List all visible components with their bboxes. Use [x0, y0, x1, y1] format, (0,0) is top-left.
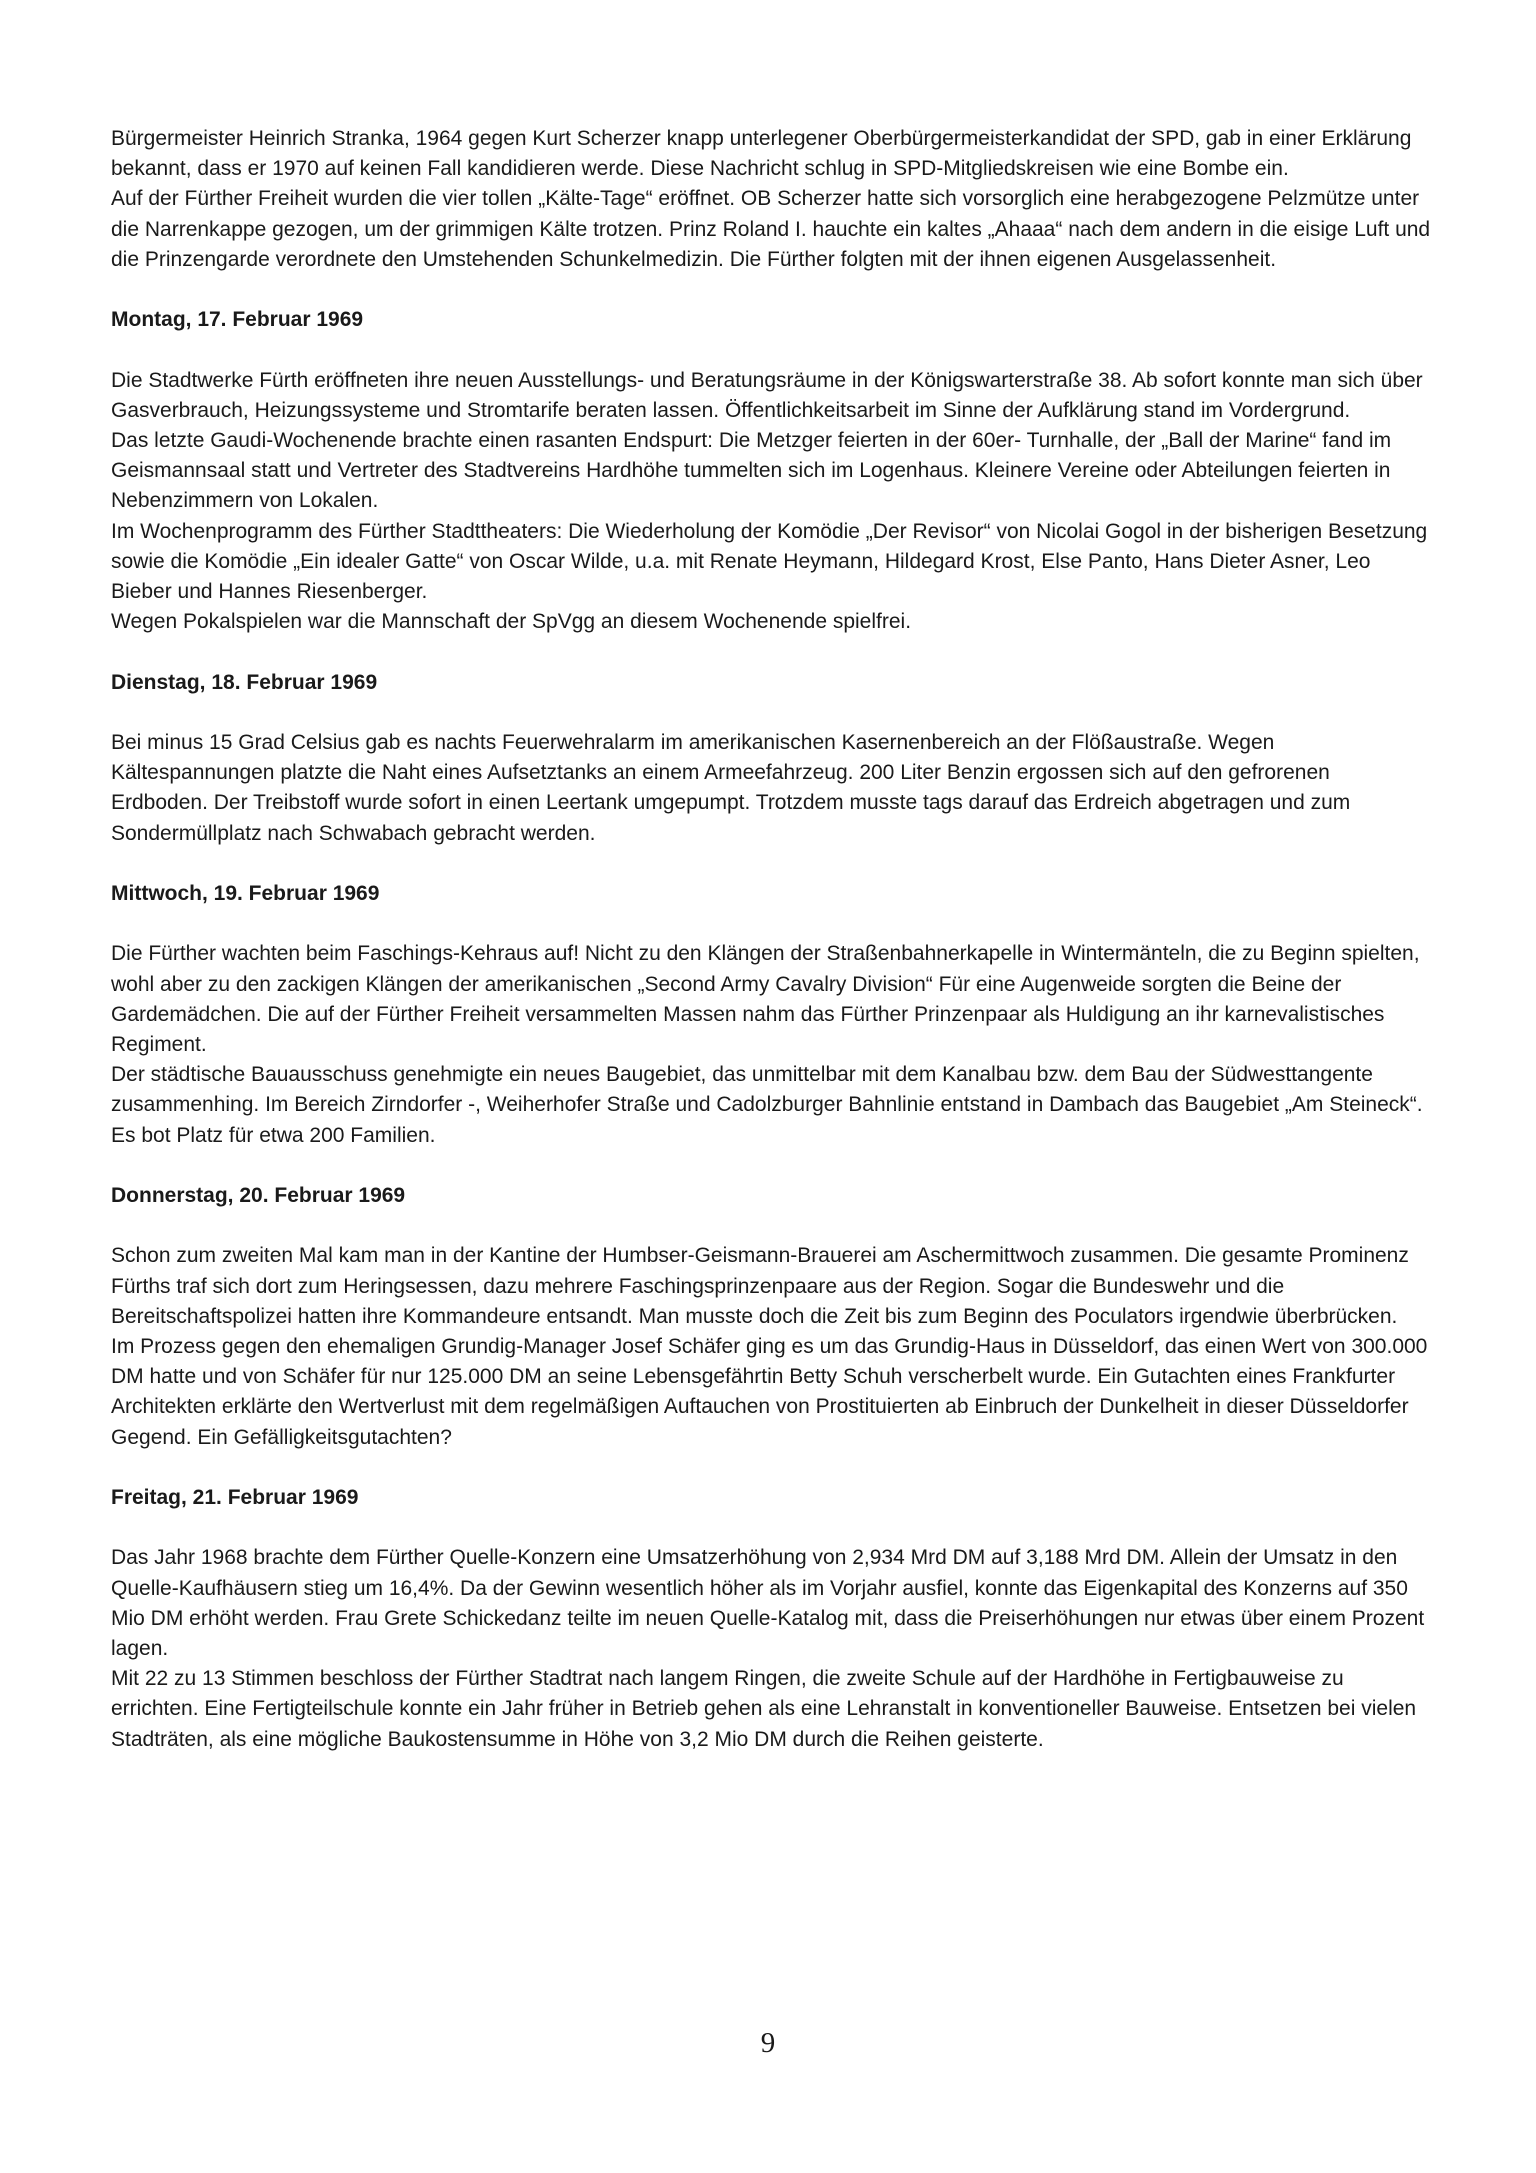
paragraph: Das letzte Gaudi-Wochenende brachte einen rasanten Endspurt: Die Metzger feierten in der 60er- Turnhalle, der „Ball der Marine“ fand im Geismannsaal statt und Vertreter des Stadtvereins Hardhöhe tummelten sich im Logenhaus. Kleinere Vereine oder Abteilungen feierten in Nebenzimmern von Lokalen. [111, 429, 1392, 513]
paragraph: Die Stadtwerke Fürth eröffneten ihre neuen Ausstellungs- und Beratungsräume in der Königswarterstraße 38. Ab sofort konnte man sich über Gasverbrauch, Heizungssysteme und Stromtarife beraten lassen. Öffentlichkeitsarbeit im Sinne der Aufklärung stand im Vordergrund. [111, 368, 1423, 422]
section-heading: Dienstag, 18. Februar 1969 [111, 670, 378, 694]
section-wednesday [111, 879, 1431, 1151]
paragraph: Das Jahr 1968 brachte dem Fürther Quelle-Konzern eine Umsatzerhöhung von 2,934 Mrd DM auf 3,188 Mrd DM. Allein der Umsatz in den Quelle-Kaufhäusern stieg um 16,4%. Da der Gewinn wesentlich höher als im Vorjahr ausfiel, konnte das Eigenkapital des Konzerns auf 350 Mio DM erhöht werden. Frau Grete Schickedanz teilte im neuen Quelle-Katalog mit, dass die Preiserhöhungen nur etwas über einem Prozent lagen. [111, 1546, 1425, 1660]
paragraph: Wegen Pokalspielen war die Mannschaft der SpVgg an diesem Wochenende spielfrei. [111, 610, 912, 634]
section-thursday [111, 1181, 1431, 1453]
section-heading: Montag, 17. Februar 1969 [111, 308, 364, 332]
paragraph: Bürgermeister Heinrich Stranka, 1964 gegen Kurt Scherzer knapp unterlegener Oberbürgermeisterkandidat der SPD, gab in einer Erklärung bekannt, dass er 1970 auf keinen Fall kandidieren werde. Diese Nachricht schlug in SPD-Mitgliedskreisen wie eine Bombe ein. [111, 127, 1412, 181]
paragraph: Die Fürther wachten beim Faschings-Kehraus auf! Nicht zu den Klängen der Straßenbahnerkapelle in Wintermänteln, die zu Beginn spielten, wohl aber zu den zackigen Klängen der amerikanischen „Second Army Cavalry Division“ Für eine Augenweide sorgten die Beine der Gardemädchen. Die auf der Fürther Freiheit versammelten Massen nahm das Fürther Prinzenpaar als Huldigung an ihr karnevalistisches Regiment. [111, 942, 1420, 1056]
paragraph: Auf der Fürther Freiheit wurden die vier tollen „Kälte-Tage“ eröffnet. OB Scherzer hatte sich vorsorglich eine herabgezogene Pelzmütze unter die Narrenkappe gezogen, um der grimmigen Kälte trotzen. Prinz Roland I. hauchte ein kaltes „Ahaaa“ nach dem andern in die eisige Luft und die Prinzengarde verordnete den Umstehenden Schunkelmedizin. Die Fürther folgten mit der ihnen eigenen Ausgelassenheit. [111, 187, 1431, 271]
section-heading: Mittwoch, 19. Februar 1969 [111, 882, 380, 905]
paragraph: Im Wochenprogramm des Fürther Stadttheaters: Die Wiederholung der Komödie „Der Revisor“ von Nicolai Gogol in der bisherigen Besetzung sowie die Komödie „Ein idealer Gatte“ von Oscar Wilde, u.a. mit Renate Heymann, Hildegard Krost, Else Panto, Hans Dieter Asner, Leo Bieber und Hannes Riesenberger. [111, 519, 1428, 604]
paragraph: Im Prozess gegen den ehemaligen Grundig-Manager Josef Schäfer ging es um das Grundig-Haus in Düsseldorf, das einen Wert von 300.000 DM hatte und von Schäfer für nur 125.000 DM an seine Lebensgefährtin Betty Schuh verscherbelt wurde. Ein Gutachten eines Frankfurter Architekten erklärte den Wertverlust mit dem regelmäßigen Auftauchen von Prostituierten ab Einbruch der Dunkelheit in dieser Düsseldorfer Gegend. Ein Gefälligkeitsgutachten? [111, 1335, 1428, 1449]
section-friday [111, 1483, 1431, 1755]
section-heading: Donnerstag, 20. Februar 1969 [111, 1184, 406, 1207]
paragraph: Der städtische Bauausschuss genehmigte ein neues Baugebiet, das unmittelbar mit dem Kanalbau bzw. dem Bau der Südwesttangente zusammenhing. Im Bereich Zirndorfer -, Weiherhofer Straße und Cadolzburger Bahnlinie entstand in Dambach das Baugebiet „Am Steineck“. Es bot Platz für etwa 200 Familien. [111, 1063, 1423, 1147]
intro-block [111, 124, 1431, 275]
paragraph: Mit 22 zu 13 Stimmen beschloss der Fürther Stadtrat nach langem Ringen, die zweite Schule auf der Hardhöhe in Fertigbauweise zu errichten. Eine Fertigteilschule konnte ein Jahr früher in Betrieb gehen als eine Lehranstalt in konventioneller Bauweise. Entsetzen bei vielen Stadträten, als eine mögliche Baukostensumme in Höhe von 3,2 Mio DM durch die Reihen geisterte. [111, 1667, 1417, 1751]
paragraph: Schon zum zweiten Mal kam man in der Kantine der Humbser-Geismann-Brauerei am Aschermittwoch zusammen. Die gesamte Prominenz Fürths traf sich dort zum Heringsessen, dazu mehrere Faschingsprinzenpaare aus der Region. Sogar die Bundeswehr und die Bereitschaftspolizei hatten ihre Kommandeure entsandt. Man musste doch die Zeit bis zum Beginn des Poculators irgendwie überbrücken. [111, 1244, 1409, 1328]
page-number: 9 [760, 2027, 776, 2059]
paragraph: Bei minus 15 Grad Celsius gab es nachts Feuerwehralarm im amerikanischen Kasernenbereich an der Flößaustraße. Wegen Kältespannungen platzte die Naht eines Aufsetztanks an einem Armeefahrzeug. 200 Liter Benzin ergossen sich auf den gefrorenen Erdboden. Der Treibstoff wurde sofort in einen Leertank umgepumpt. Trotzdem musste tags darauf das Erdreich abgetragen und zum Sondermüllplatz nach Schwabach gebracht werden. [111, 731, 1351, 845]
section-heading: Freitag, 21. Februar 1969 [111, 1486, 359, 1509]
document-page [111, 124, 1431, 1755]
section-monday [111, 305, 1431, 637]
section-tuesday [111, 668, 1431, 849]
